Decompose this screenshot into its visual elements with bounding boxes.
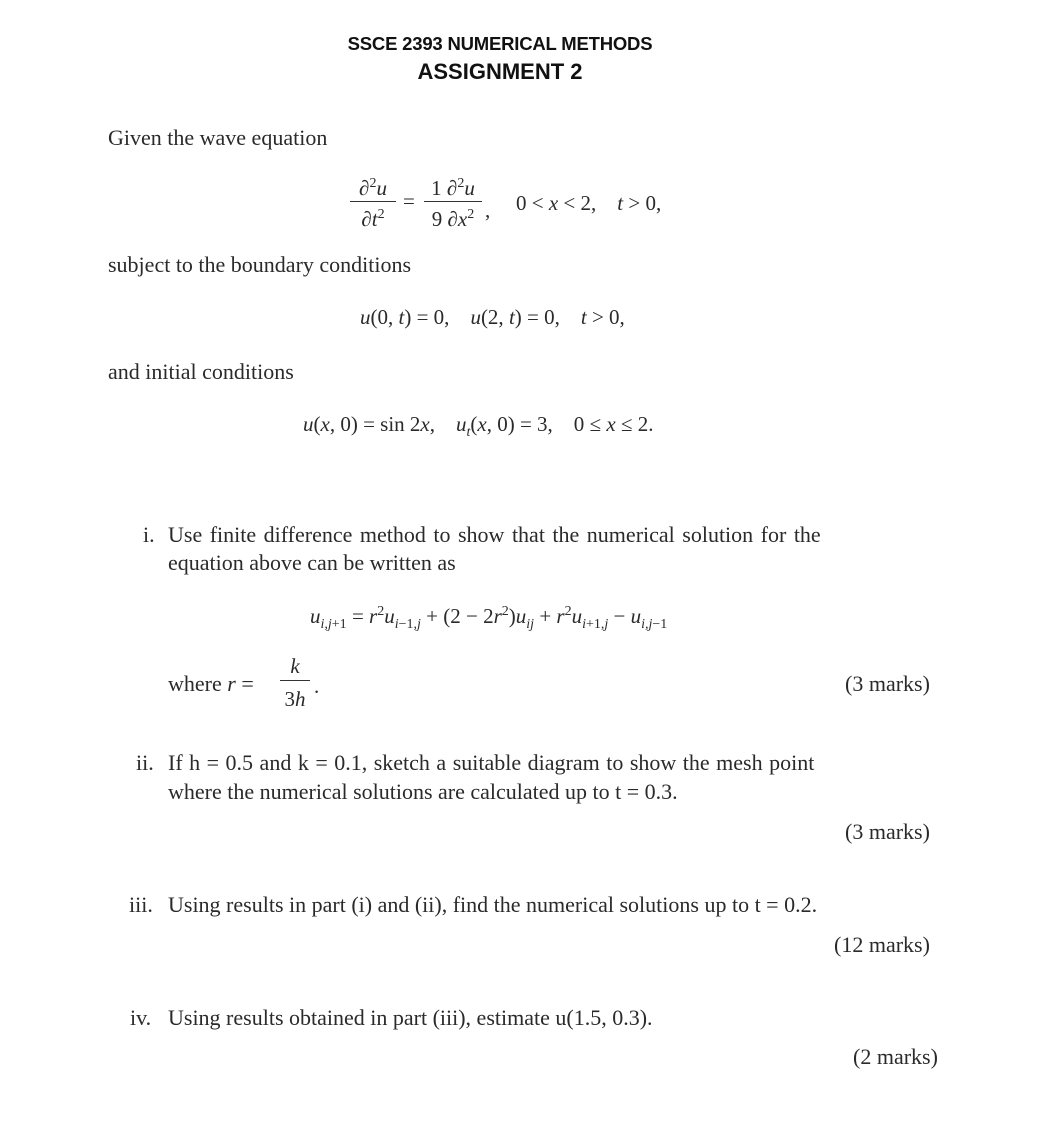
question-i-line1: Use finite difference method to show that the numerical solution for the [168,522,821,547]
assignment-page: SSCE 2393 NUMERICAL METHODS ASSIGNMENT 2 Given the wave equation ∂$^2$u $\partial t^2$ = 1 ∂$^2$u 9 $\partial x^2$ , 0 < x < 2, t > 0, subject to the boundary conditions u(0, t) = 0, u(2, t) = 0, t > 0, and initial conditions u(x, 0) = sin 2x, $u_t(x$, 0) = 3, 0 ≤ x ≤ 2. i. Use finite difference method to show that the numerical solution for the equation above can be written as $u_{i,j+1} = r^2u_{i-1,j} + (2 - 2r^2)u_{ij} + r^2u_{i+1,j} - u_{i,j-1}$ where r = k 3h . (3 marks) ii. If h = 0.5 and k = 0.1, sketch a suitable diagram to show the mesh point where the numerical solutions are calculated up to t = 0.3. (3 marks) iii. Using results in part (i) and (ii), find the numerical solutions up to t = 0.2. (12 marks) iv. Using results obtained in part (iii), estimate u(1.5, 0.3). (2 marks) [0,0,1038,1123]
intro-initial: and initial conditions [108,359,294,384]
question-ii-line2: where the numerical solutions are calculated up to t = 0.3. [168,779,678,804]
question-ii-line1: If h = 0.5 and k = 0.1, sketch a suitable diagram to show the mesh point [168,750,815,775]
question-iii-line1: Using results in part (i) and (ii), find the numerical solutions up to t = 0.2. [168,892,818,917]
question-iii-marks: (12 marks) [834,932,930,957]
question-ii-marks: (3 marks) [845,819,930,844]
difference-scheme: $u_{i,j+1} = r^2u_{i-1,j} + (2 - 2r^2)u_{ij} + r^2u_{i+1,j} - u_{i,j-1}$ [310,604,668,633]
question-iv-marks: (2 marks) [853,1044,938,1069]
question-numeral: iv. [130,1005,152,1030]
question-i-line2: equation above can be written as [168,550,456,575]
question-numeral: ii. [136,750,154,775]
question-numeral: i. [143,522,155,547]
boundary-conditions: u(0, t) = 0, u(2, t) = 0, t > 0, [360,305,625,329]
question-numeral: iii. [129,892,153,917]
intro-subject: subject to the boundary conditions [108,252,412,277]
intro-given: Given the wave equation [108,125,328,150]
wave-domain: 0 < x < 2, t > 0, [516,191,662,215]
initial-conditions: u(x, 0) = sin 2x, $u_t(x$, 0) = 3, 0 ≤ x ≤ 2. [303,412,654,441]
question-i-marks: (3 marks) [845,671,930,696]
course-title: SSCE 2393 NUMERICAL METHODS [347,33,653,54]
question-iv-line1: Using results obtained in part (iii), estimate u(1.5, 0.3). [168,1005,653,1030]
assignment-title: ASSIGNMENT 2 [417,59,583,84]
